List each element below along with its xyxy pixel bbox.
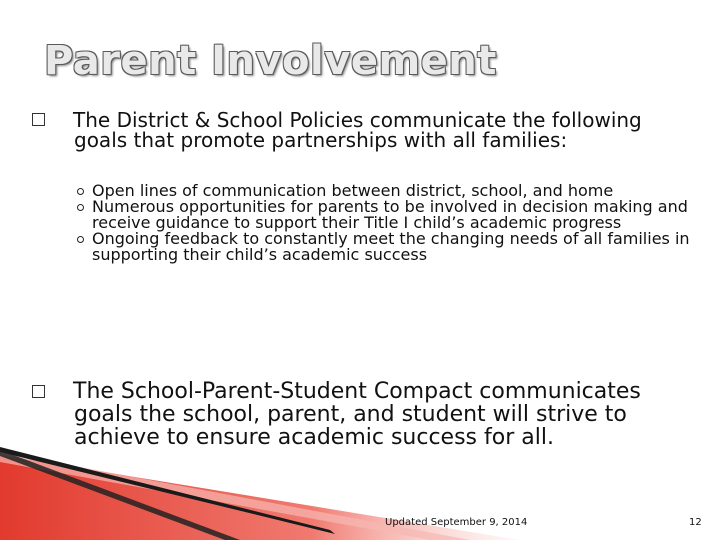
sub-bullet-list (76, 183, 706, 263)
slide-title: Parent Involvement (44, 38, 497, 84)
page-number: 12 (689, 517, 702, 528)
bullet-lead: The (73, 108, 111, 132)
footer-date: Updated September 9, 2014 (385, 517, 528, 528)
bullet-lead: The (73, 379, 114, 404)
square-bullet-icon (32, 385, 45, 398)
sub-item-feedback: Ongoing feedback to constantly meet the changing needs of all families in supporting their child’s academic success (76, 231, 706, 263)
bullet-compact (34, 380, 684, 449)
bullet-text: District & School Policies communicate the following goals that promote partnerships with all families: (74, 108, 642, 152)
sub-item-communication: Open lines of communication between district, school, and home (76, 183, 706, 199)
sub-item-opportunities: Numerous opportunities for parents to be involved in decision making and receive guidance to support their Title I child’s academic progress (76, 199, 706, 231)
square-bullet-icon (32, 113, 45, 126)
bullet-district-policies (34, 110, 684, 150)
bullet-text: School-Parent-Student Compact communicates goals the school, parent, and student will strive to achieve to ensure academic success for all. (74, 379, 641, 450)
